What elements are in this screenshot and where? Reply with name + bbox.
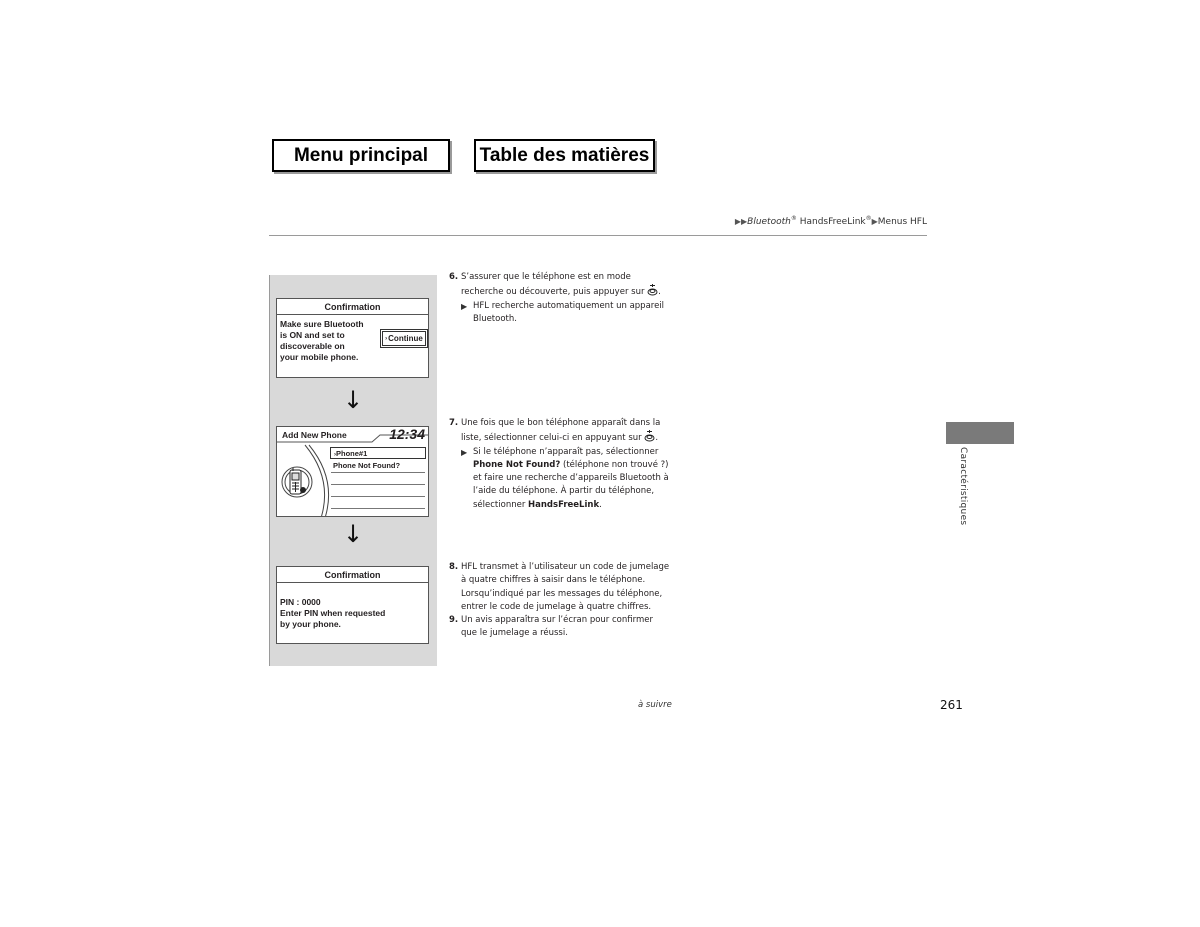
registered-mark: ® [790,215,797,222]
chapter-label: Caractéristiques [958,447,968,526]
step-8 [449,561,671,614]
down-arrow-icon: ↓ [343,520,364,548]
add-new-phone-screen [276,426,429,517]
screen-message [277,583,428,634]
page-number: 261 [940,698,963,712]
step-text [461,417,671,446]
step-sub-note [461,446,671,512]
sub-note-text: . [599,499,602,510]
step-number: 9. [449,615,459,625]
mobile-phone-icon [287,468,307,496]
registered-mark: ® [865,215,872,222]
message-line: by your phone. [280,619,341,629]
screen-title: Add New Phone [282,430,347,440]
phone-not-found-term: Phone Not Found? [473,459,561,470]
message-line: is ON and set to [280,330,345,340]
clock: 12:34 [389,426,425,442]
selector-knob-icon [644,430,655,442]
triangle-right-icon: ▶ [461,301,468,311]
confirmation-screen-bluetooth [276,298,429,378]
step-text-end: . [658,287,661,298]
table-of-contents-button[interactable]: Table des matières [474,139,655,172]
step-number: 6. [449,272,459,282]
sub-note-text: (téléphone non trouvé ?) et faire une recherche d’appareils Bluetooth à l’aide du téléphone. À partir du téléphone, sélectionner [473,459,669,510]
step-text-body: Une fois que le bon téléphone apparaît dans la liste, sélectionner celui-ci en appuyant sur [461,418,661,444]
list-divider [331,496,425,497]
pin-line: PIN : 0000 [280,597,321,607]
double-triangle-right-icon: ▶▶ [734,217,748,226]
breadcrumb-hfl-menus: Menus HFL [877,217,927,227]
down-arrow-icon: ↓ [343,386,364,414]
continue-label: Continue [388,334,423,343]
step-text-body: S’assurer que le téléphone est en mode recherche ou découverte, puis appuyer sur [461,272,645,298]
screen-title: Confirmation [277,567,428,583]
confirmation-screen-pin [276,566,429,644]
phone-not-found-item[interactable] [330,460,426,472]
message-line: Make sure Bluetooth [280,319,364,329]
list-divider [331,472,425,473]
sub-note-text: HFL recherche automatiquement un appareil Bluetooth. [473,300,665,324]
step-9 [449,614,671,641]
chapter-tab [946,422,1014,444]
triangle-right-icon: ▶ [871,217,878,226]
continued-note: à suivre [638,700,672,710]
main-menu-button[interactable]: Menu principal [272,139,450,172]
list-divider [331,484,425,485]
step-text: HFL transmet à l’utilisateur un code de jumelage à quatre chiffres à saisir dans le téléphone. Lorsqu’indiqué par les messages du téléphone, entrer le code de jumelage à quatre chiffres. [461,562,670,612]
breadcrumb-handsfreelink: HandsFreeLink [796,217,866,227]
selector-knob-icon [647,284,658,296]
breadcrumb [540,215,927,227]
step-text [461,271,671,300]
header-divider [269,235,927,236]
phone-name: Phone#1 [336,449,368,458]
breadcrumb-bluetooth: Bluetooth [747,217,791,227]
screen-title: Confirmation [277,299,428,315]
step-text: Un avis apparaîtra sur l’écran pour confirmer que le jumelage a réussi. [461,615,653,639]
handsfreelink-term: HandsFreeLink [528,499,600,510]
triangle-right-icon: ▶ [461,447,468,457]
step-6 [449,271,671,326]
continue-button[interactable] [382,331,426,346]
sub-note-text: Si le téléphone n’apparaît pas, sélectionner [473,446,659,457]
list-divider [331,508,425,509]
step-text-end: . [655,433,659,444]
message-line: your mobile phone. [280,352,359,362]
phone-name: Phone Not Found? [333,461,401,470]
step-sub-note [461,300,671,327]
message-line: Enter PIN when requested [280,608,386,618]
cursor-icon: › [334,452,336,458]
phone-list-item-selected[interactable] [330,447,426,459]
message-line: discoverable on [280,341,345,351]
step-number: 8. [449,562,459,572]
step-7 [449,417,671,512]
step-number: 7. [449,418,459,428]
cursor-icon: › [385,335,388,342]
